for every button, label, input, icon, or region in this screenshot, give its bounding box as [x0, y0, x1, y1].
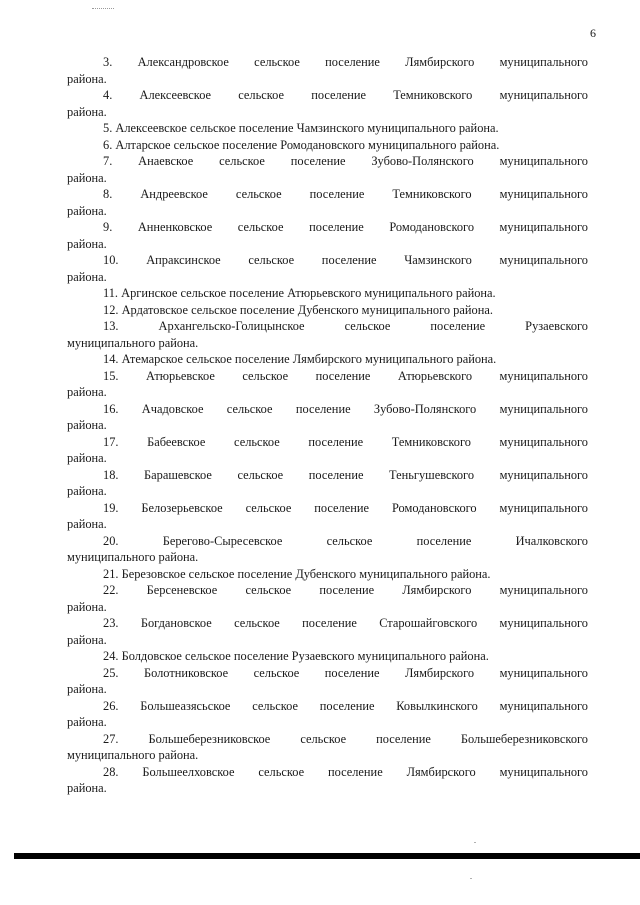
list-item	[67, 219, 588, 252]
list-item-first-line: 23. Богдановское сельское поселение Старошайговского муниципального	[103, 616, 588, 630]
list-item-continuation: района.	[67, 781, 107, 795]
list-item-continuation: района.	[67, 599, 107, 614]
list-item-continuation: муниципального района.	[67, 748, 199, 762]
list-item-first-line: 25. Болотниковское сельское поселение Лямбирского муниципального	[103, 665, 588, 680]
list-item	[67, 731, 588, 764]
list-item-first-line: 13. Архангельско-Голицынское сельское поселение Рузаевского	[103, 319, 588, 333]
list-item	[67, 533, 588, 566]
settlement-list	[67, 54, 588, 797]
list-item-continuation: района.	[67, 385, 107, 399]
list-item	[67, 500, 588, 533]
list-item-first-line: 24. Болдовское сельское поселение Рузаевского муниципального района.	[103, 649, 489, 663]
list-item-continuation: района.	[67, 715, 107, 729]
bottom-border-line	[14, 853, 640, 859]
list-item-first-line: 26. Большеазясьское сельское поселение Ковылкинского муниципального	[103, 698, 588, 713]
list-item-first-line: 20. Берегово-Сыресевское сельское поселение Ичалковского	[103, 533, 588, 548]
list-item-first-line: 6. Алтарское сельское поселение Ромодановского муниципального района.	[103, 137, 500, 152]
list-item	[67, 467, 588, 500]
list-item-first-line: 21. Березовское сельское поселение Дубенского муниципального района.	[103, 566, 491, 581]
list-item-first-line: 12. Ардатовское сельское поселение Дубенского муниципального района.	[103, 302, 493, 317]
list-item-continuation: района.	[67, 236, 107, 251]
list-item	[67, 698, 588, 731]
scan-artifact	[474, 842, 476, 843]
list-item-first-line: 11. Аргинское сельское поселение Атюрьевского муниципального района.	[103, 286, 496, 300]
list-item-first-line: 17. Бабеевское сельское поселение Темниковского муниципального	[103, 434, 588, 449]
scan-artifact	[92, 8, 114, 10]
list-item	[67, 153, 588, 186]
list-item-first-line: 8. Андреевское сельское поселение Темниковского муниципального	[103, 187, 588, 201]
list-item	[67, 318, 588, 351]
list-item-first-line: 3. Александровское сельское поселение Лямбирского муниципального	[103, 55, 588, 69]
list-item-continuation: муниципального района.	[67, 550, 199, 564]
list-item-continuation: района.	[67, 682, 107, 696]
list-item	[67, 137, 588, 154]
list-item-first-line: 28. Большеелховское сельское поселение Лямбирского муниципального	[103, 764, 588, 779]
list-item-first-line: 7. Анаевское сельское поселение Зубово-Полянского муниципального	[103, 154, 588, 168]
list-item	[67, 87, 588, 120]
list-item	[67, 252, 588, 285]
list-item-first-line: 15. Атюрьевское сельское поселение Атюрьевского муниципального	[103, 368, 588, 383]
list-item	[67, 302, 588, 319]
list-item	[67, 351, 588, 368]
list-item-first-line: 19. Белозерьевское сельское поселение Ромодановского муниципального	[103, 500, 588, 515]
list-item	[67, 665, 588, 698]
list-item	[67, 186, 588, 219]
list-item-first-line: 5. Алексеевское сельское поселение Чамзинского муниципального района.	[103, 121, 499, 135]
list-item	[67, 764, 588, 797]
list-item-first-line: 22. Берсеневское сельское поселение Лямбирского муниципального	[103, 583, 588, 597]
list-item-continuation: района.	[67, 484, 107, 498]
list-item	[67, 120, 588, 137]
list-item-continuation: района.	[67, 203, 107, 218]
scan-artifact	[470, 878, 472, 879]
list-item	[67, 285, 588, 302]
list-item	[67, 615, 588, 648]
list-item-continuation: района.	[67, 418, 107, 432]
list-item-first-line: 10. Апраксинское сельское поселение Чамзинского муниципального	[103, 253, 588, 267]
list-item-first-line: 4. Алексеевское сельское поселение Темниковского муниципального	[103, 88, 588, 102]
list-item-first-line: 18. Барашевское сельское поселение Теньгушевского муниципального	[103, 467, 588, 482]
list-item-first-line: 16. Ачадовское сельское поселение Зубово-Полянского муниципального	[103, 401, 588, 416]
list-item	[67, 566, 588, 583]
list-item-continuation: муниципального района.	[67, 335, 199, 350]
list-item	[67, 368, 588, 401]
list-item-continuation: района.	[67, 451, 107, 465]
list-item	[67, 54, 588, 87]
list-item-first-line: 14. Атемарское сельское поселение Лямбирского муниципального района.	[103, 352, 497, 366]
list-item-first-line: 9. Анненковское сельское поселение Ромодановского муниципального	[103, 220, 588, 234]
list-item-continuation: района.	[67, 71, 107, 86]
list-item	[67, 582, 588, 615]
list-item-first-line: 27. Большеберезниковское сельское поселение Большеберезниковского	[103, 731, 588, 746]
list-item-continuation: района.	[67, 269, 107, 284]
list-item	[67, 648, 588, 665]
list-item-continuation: района.	[67, 104, 107, 119]
list-item-continuation: района.	[67, 517, 107, 531]
list-item	[67, 434, 588, 467]
list-item	[67, 401, 588, 434]
page-number: 6	[590, 26, 596, 40]
list-item-continuation: района.	[67, 632, 107, 647]
list-item-continuation: района.	[67, 170, 107, 185]
